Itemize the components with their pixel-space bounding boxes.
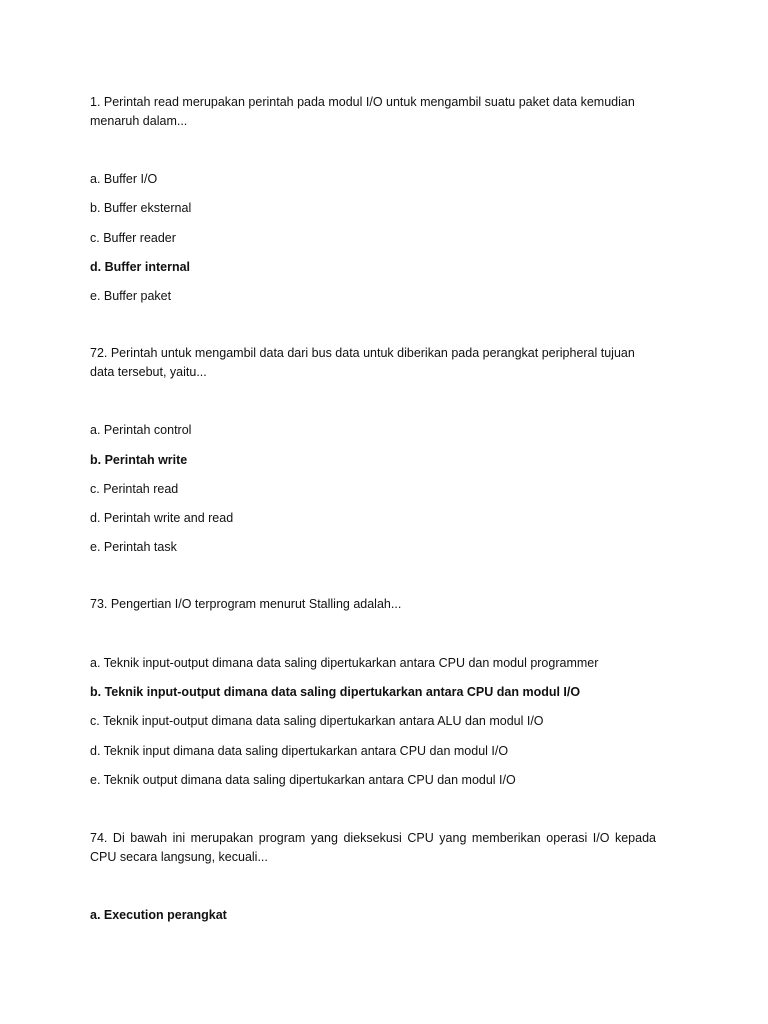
question-text: 72. Perintah untuk mengambil data dari bus data untuk diberikan pada perangkat peripheral tujuan data tersebut, yaitu... — [90, 346, 635, 379]
question-text: 74. Di bawah ini merupakan program yang dieksekusi CPU yang memberikan operasi I/O kepada CPU secara langsung, kecuali... — [90, 831, 656, 864]
correct-answer-option: d. Buffer internal — [90, 260, 191, 274]
answer-option: c. Buffer reader — [90, 231, 176, 245]
answer-option: e. Buffer paket — [90, 289, 172, 303]
answer-option: a. Buffer I/O — [90, 172, 158, 186]
question-text: 1. Perintah read merupakan perintah pada modul I/O untuk mengambil suatu paket data kemudian menaruh dalam... — [90, 95, 635, 128]
answer-option: c. Perintah read — [90, 482, 179, 496]
answer-option: c. Teknik input-output dimana data saling dipertukarkan antara ALU dan modul I/O — [90, 714, 544, 728]
answer-option: a. Perintah control — [90, 423, 192, 437]
correct-answer-option: b. Perintah write — [90, 453, 188, 467]
correct-answer-option: a. Execution perangkat — [90, 908, 227, 922]
answer-option: b. Buffer eksternal — [90, 201, 192, 215]
answer-option: a. Teknik input-output dimana data saling dipertukarkan antara CPU dan modul programmer — [90, 656, 599, 670]
answer-option: e. Perintah task — [90, 540, 177, 554]
answer-option: e. Teknik output dimana data saling dipertukarkan antara CPU dan modul I/O — [90, 773, 516, 787]
correct-answer-option: b. Teknik input-output dimana data saling dipertukarkan antara CPU dan modul I/O — [90, 685, 581, 699]
question-text: 73. Pengertian I/O terprogram menurut Stalling adalah... — [90, 597, 402, 611]
answer-option: d. Perintah write and read — [90, 511, 234, 525]
answer-option: d. Teknik input dimana data saling dipertukarkan antara CPU dan modul I/O — [90, 744, 509, 758]
